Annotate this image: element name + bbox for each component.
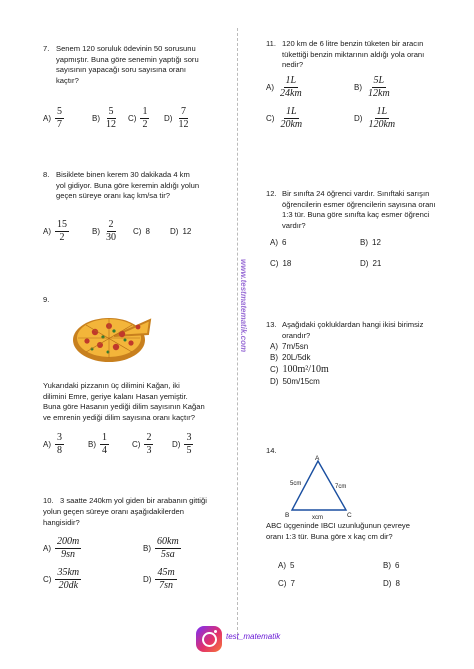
q10-option-d[interactable] bbox=[143, 568, 177, 591]
q12-number: 12. bbox=[266, 189, 277, 198]
numerator: 3 bbox=[57, 432, 62, 443]
option-value: 8 bbox=[145, 227, 150, 236]
q9-text bbox=[43, 381, 228, 423]
option-value: 12 bbox=[372, 238, 381, 247]
q12-option-c[interactable] bbox=[270, 259, 291, 268]
q11-line: nedir? bbox=[282, 60, 304, 70]
option-label: A) bbox=[266, 83, 274, 92]
vertex-b-label: B bbox=[285, 512, 290, 519]
numerator: 5 bbox=[108, 106, 114, 117]
fraction bbox=[55, 568, 81, 591]
denominator: 3 bbox=[146, 445, 152, 456]
option-label: C) bbox=[133, 227, 142, 236]
q10-text-cont bbox=[43, 507, 228, 528]
q14-option-c[interactable] bbox=[278, 579, 295, 588]
fraction bbox=[104, 107, 118, 130]
q8-text bbox=[56, 170, 226, 202]
option-label: B) bbox=[360, 238, 368, 247]
denominator: 8 bbox=[57, 445, 62, 456]
q9-option-d[interactable] bbox=[172, 433, 193, 456]
option-label: C) bbox=[128, 114, 137, 123]
option-label: A) bbox=[43, 544, 51, 553]
option-label: B) bbox=[354, 83, 362, 92]
fraction bbox=[184, 433, 193, 456]
q10-option-a[interactable] bbox=[43, 537, 81, 560]
q10-text bbox=[60, 496, 230, 507]
option-value: 20L/5dk bbox=[282, 353, 311, 362]
option-value: 6 bbox=[282, 238, 287, 247]
option-label: A) bbox=[43, 227, 51, 236]
denominator: 20dk bbox=[58, 580, 79, 591]
option-label: A) bbox=[43, 114, 51, 123]
fraction bbox=[100, 433, 109, 456]
numerator: 200m bbox=[57, 536, 80, 547]
option-value: 6 bbox=[395, 561, 400, 570]
side-ab-label: 5cm bbox=[290, 481, 302, 487]
denominator: 30 bbox=[106, 232, 116, 243]
side-ac-label: 7cm bbox=[335, 484, 347, 490]
option-label: D) bbox=[170, 227, 179, 236]
fraction bbox=[55, 107, 64, 130]
q8-option-b[interactable] bbox=[92, 220, 118, 243]
watermark bbox=[226, 255, 248, 415]
q13-text bbox=[282, 320, 457, 341]
q12-line: Bir sınıfta 24 öğrenci vardır. Sınıftaki sarışın bbox=[282, 189, 430, 198]
option-label: D) bbox=[360, 259, 369, 268]
option-label: B) bbox=[383, 561, 391, 570]
q8-line: yol gidiyor. Buna göre keremin aldığı yolun bbox=[56, 180, 200, 190]
q9-option-c[interactable] bbox=[132, 433, 153, 456]
fraction bbox=[55, 220, 69, 243]
numerator: 2 bbox=[146, 432, 152, 443]
numerator: 1 bbox=[102, 432, 107, 443]
q7-option-a[interactable] bbox=[43, 107, 64, 130]
fraction bbox=[55, 537, 81, 560]
q8-number: 8. bbox=[43, 170, 50, 179]
q10-line: hangisidir? bbox=[43, 517, 80, 527]
option-value: 100m²/10m bbox=[282, 364, 329, 375]
option-label: D) bbox=[270, 377, 279, 386]
q8-option-d[interactable] bbox=[170, 227, 191, 236]
option-label: B) bbox=[143, 544, 151, 553]
option-label: C) bbox=[278, 579, 287, 588]
q12-line: öğrencilerin esmer öğrencilerin sayısına oranı bbox=[282, 199, 436, 209]
option-value: 7m/5sn bbox=[282, 342, 309, 351]
q7-line: Senem 120 soruluk ödevinin 50 sorusunu bbox=[56, 44, 196, 53]
option-label: C) bbox=[43, 575, 52, 584]
q12-line: vardır? bbox=[282, 220, 306, 230]
numerator: 1L bbox=[285, 75, 297, 86]
q10-line: yolun geçen süreye oranı aşağıdakilerden bbox=[43, 507, 184, 516]
option-label: D) bbox=[164, 114, 173, 123]
instagram-handle[interactable]: test_matematik bbox=[226, 632, 281, 641]
q12-text bbox=[282, 189, 457, 231]
fraction bbox=[366, 107, 397, 130]
q9-line: Yukarıdaki pizzanın üç dilimini Kağan, iki bbox=[43, 381, 180, 390]
numerator: 2 bbox=[108, 219, 114, 230]
vertex-a-label: A bbox=[315, 455, 320, 462]
q7-option-d[interactable] bbox=[164, 107, 190, 130]
triangle-diagram bbox=[280, 452, 360, 522]
q11-option-a[interactable] bbox=[266, 76, 304, 99]
fraction bbox=[366, 76, 392, 99]
vertex-c-label: C bbox=[347, 512, 352, 519]
q11-number: 11. bbox=[266, 39, 276, 48]
q11-option-b[interactable] bbox=[354, 76, 392, 99]
q14-option-a[interactable] bbox=[278, 561, 294, 570]
option-label: C) bbox=[270, 365, 279, 374]
q7-text bbox=[56, 44, 226, 86]
option-label: D) bbox=[383, 579, 392, 588]
q13-option-b[interactable] bbox=[270, 353, 310, 362]
q10-line: 3 saatte 240km yol giden bir arabanın gittiği bbox=[60, 496, 207, 505]
q11-option-c[interactable] bbox=[266, 107, 304, 130]
numerator: 3 bbox=[186, 432, 192, 443]
option-label: B) bbox=[270, 353, 278, 362]
numerator: 5 bbox=[57, 106, 62, 117]
q9-number: 9. bbox=[43, 295, 50, 304]
q10-number: 10. bbox=[43, 496, 54, 505]
option-label: B) bbox=[88, 440, 96, 449]
denominator: 12 bbox=[178, 119, 189, 130]
option-label: B) bbox=[92, 227, 100, 236]
pizza-image bbox=[70, 300, 152, 370]
denominator: 9sn bbox=[61, 549, 76, 560]
q10-option-b[interactable] bbox=[143, 537, 181, 560]
option-label: B) bbox=[92, 114, 100, 123]
q13-line: Aşağıdaki çokluklardan hangi ikisi birimsiz bbox=[282, 320, 424, 329]
q8-option-a[interactable] bbox=[43, 220, 69, 243]
option-value: 50m/15cm bbox=[282, 377, 320, 386]
numerator: 1 bbox=[142, 106, 148, 117]
fraction bbox=[55, 433, 64, 456]
q10-option-c[interactable] bbox=[43, 568, 81, 591]
denominator: 20km bbox=[280, 119, 303, 130]
fraction bbox=[104, 220, 118, 243]
fraction bbox=[155, 537, 181, 560]
q11-option-d[interactable] bbox=[354, 107, 397, 130]
instagram-icon[interactable] bbox=[196, 626, 222, 652]
option-value: 8 bbox=[395, 579, 400, 588]
q14-line: ABC üçgeninde IBCI uzunluğunun çevreye bbox=[266, 521, 410, 530]
q8-option-c[interactable] bbox=[133, 227, 150, 236]
q13-option-a[interactable] bbox=[270, 342, 308, 351]
q13-option-c[interactable] bbox=[270, 364, 329, 375]
numerator: 1L bbox=[376, 106, 388, 117]
fraction bbox=[278, 107, 304, 130]
q9-line: Buna göre Hasanın yediği dilim sayısının Kağan bbox=[43, 402, 205, 412]
fraction bbox=[144, 433, 153, 456]
q12-option-d[interactable] bbox=[360, 259, 381, 268]
fraction bbox=[278, 76, 304, 99]
q13-option-d[interactable] bbox=[270, 377, 320, 386]
option-value: 18 bbox=[282, 259, 292, 268]
denominator: 2 bbox=[59, 232, 65, 243]
option-label: A) bbox=[43, 440, 51, 449]
q7-option-b[interactable] bbox=[92, 107, 118, 130]
denominator: 5 bbox=[186, 445, 192, 456]
fraction bbox=[176, 107, 190, 130]
numerator: 15 bbox=[57, 219, 67, 230]
option-value: 7 bbox=[290, 579, 295, 588]
q9-line: dilimini Emre, geriye kalanı Hasan yemiştir. bbox=[43, 391, 188, 401]
q11-line: 120 km de 6 litre benzin tüketen bir aracın bbox=[282, 39, 424, 48]
option-label: D) bbox=[172, 440, 181, 449]
q12-option-b[interactable] bbox=[360, 238, 381, 247]
option-label: A) bbox=[278, 561, 286, 570]
q7-line: yapmıştır. Buna göre senemin yaptığı soru bbox=[56, 54, 199, 64]
q14-text bbox=[266, 521, 456, 542]
q11-text bbox=[282, 39, 457, 71]
watermark-text: www.testmatematik.com bbox=[239, 259, 248, 353]
q7-line: sayısının yapacağı soru sayısına oranı bbox=[56, 65, 187, 75]
denominator: 7 bbox=[57, 119, 62, 130]
option-value: 5 bbox=[290, 561, 295, 570]
q9-option-b[interactable] bbox=[88, 433, 109, 456]
q9-option-a[interactable] bbox=[43, 433, 64, 456]
option-label: C) bbox=[132, 440, 141, 449]
numerator: 35km bbox=[57, 567, 80, 578]
q14-number: 14. bbox=[266, 446, 277, 455]
numerator: 45m bbox=[157, 567, 175, 578]
option-label: C) bbox=[266, 114, 275, 123]
option-label: D) bbox=[354, 114, 363, 123]
option-label: A) bbox=[270, 238, 278, 247]
denominator: 4 bbox=[102, 445, 107, 456]
denominator: 12km bbox=[368, 88, 390, 99]
option-label: C) bbox=[270, 259, 279, 268]
q7-number: 7. bbox=[43, 44, 50, 53]
q13-line: orandır? bbox=[282, 330, 311, 340]
numerator: 5L bbox=[373, 75, 385, 86]
option-label: D) bbox=[143, 575, 152, 584]
denominator: 7sn bbox=[159, 580, 174, 591]
option-value: 21 bbox=[372, 259, 382, 268]
option-value: 12 bbox=[182, 227, 192, 236]
denominator: 120km bbox=[368, 119, 396, 130]
denominator: 2 bbox=[142, 119, 148, 130]
numerator: 7 bbox=[180, 106, 186, 117]
denominator: 24km bbox=[280, 88, 302, 99]
numerator: 1L bbox=[286, 106, 297, 117]
fraction bbox=[155, 568, 176, 591]
q9-line: ve emrenin yediği dilim sayısına oranı kaçtır? bbox=[43, 412, 195, 422]
numerator: 60km bbox=[157, 536, 179, 547]
q7-option-c[interactable] bbox=[128, 107, 149, 130]
q8-line: Bisiklete binen kerem 30 dakikada 4 km bbox=[56, 170, 190, 179]
q14-option-b[interactable] bbox=[383, 561, 399, 570]
q13-number: 13. bbox=[266, 320, 277, 329]
q11-line: tükettiği benzin miktarının aldığı yola oranı bbox=[282, 49, 425, 59]
denominator: 5sa bbox=[160, 549, 175, 560]
q7-line: kaçtır? bbox=[56, 75, 79, 85]
q8-line: geçen süreye oranı kaç km/sa tir? bbox=[56, 191, 170, 201]
q14-option-d[interactable] bbox=[383, 579, 400, 588]
q12-option-a[interactable] bbox=[270, 238, 286, 247]
option-label: A) bbox=[270, 342, 278, 351]
q12-line: 1:3 tür. Buna göre sınıfta kaç esmer öğrenci bbox=[282, 210, 430, 220]
fraction bbox=[140, 107, 149, 130]
denominator: 12 bbox=[106, 119, 116, 130]
side-bc-label: xcm bbox=[312, 515, 323, 521]
q14-line: oranı 1:3 tür. Buna göre x kaç cm dir? bbox=[266, 531, 393, 541]
